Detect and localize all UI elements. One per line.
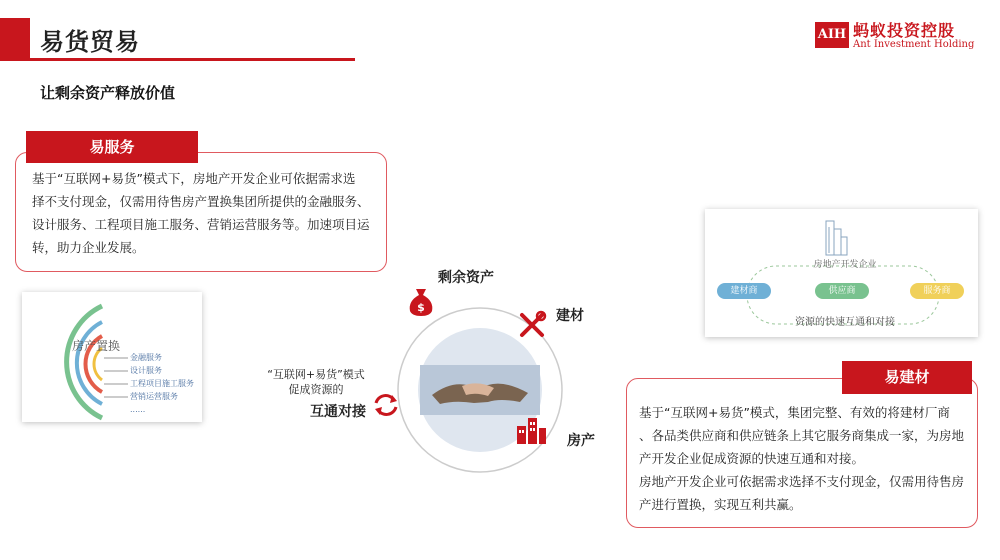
materials-label: 建材 [556, 308, 584, 324]
service-card [15, 152, 387, 272]
text-line: 基于“互联网+易货”模式，集团完整、有效的将建材厂商 [639, 405, 950, 420]
text-line: 、各品类供应商和供应链条上其它服务商集成一家，为房地 [639, 428, 965, 443]
text-line: 房地产开发企业可依据需求选择不支付现金，仅需用待售房 [639, 474, 965, 489]
company-logo-mark: AIH [815, 22, 849, 48]
materials-card-text [639, 401, 974, 516]
service-tag: 易服务 [26, 131, 198, 163]
materials-tag: 易建材 [842, 361, 972, 394]
text-line: 转，助力企业发展。 [32, 240, 145, 255]
tools-icon [517, 310, 547, 340]
list-item: 营销运营服务 [130, 392, 178, 401]
money-bag-icon [408, 287, 434, 317]
right-panel-bottom-label: 资源的快速互通和对接 [795, 317, 895, 328]
text-line: 产进行置换，实现互利共赢。 [639, 497, 802, 512]
list-item: 金融服务 [130, 353, 162, 362]
list-item: 设计服务 [130, 366, 162, 375]
node-building-materials: 建材商 [717, 283, 771, 299]
right-panel-top-label: 房地产开发企业 [813, 260, 877, 270]
mode-line-1: “互联网+易货”模式 [267, 368, 365, 381]
resource-network-image [705, 209, 978, 337]
list-item: 工程项目施工服务 [130, 379, 194, 388]
left-panel-list [130, 351, 194, 416]
text-line: 设计服务、工程项目施工服务、营销运营服务等。加速项目运 [32, 217, 370, 232]
company-name-en: Ant Investment Holding [853, 39, 975, 50]
text-line: 产开发企业促成资源的快速互通和对接。 [639, 451, 865, 466]
materials-card [626, 378, 978, 528]
list-item: ...... [130, 405, 146, 414]
text-line: 择不支付现金，仅需用待售房产置换集团所提供的金融服务、 [32, 194, 370, 209]
property-exchange-image [22, 292, 202, 422]
company-name-cn: 蚂蚁投资控股 [853, 21, 956, 40]
header-underline [0, 58, 355, 61]
svg-text:$: $ [417, 301, 425, 314]
page-title: 易货贸易 [40, 28, 140, 56]
mode-line-2: 促成资源的 [288, 383, 344, 396]
mode-description [258, 367, 374, 397]
left-panel-title: 房产置换 [72, 339, 121, 353]
service-card-text [32, 167, 382, 259]
text-line: 基于“互联网+易货”模式下，房地产开发企业可依据需求选 [32, 171, 356, 186]
property-label: 房产 [567, 433, 595, 449]
remaining-assets-label: 剩余资产 [438, 270, 494, 286]
header-accent-bar [0, 18, 30, 58]
buildings-icon [515, 414, 547, 444]
exchange-label: 互通对接 [310, 404, 366, 420]
center-circle-diagram [370, 270, 590, 490]
exchange-arrows-icon [372, 392, 400, 418]
section-subtitle: 让剩余资产释放价值 [40, 84, 176, 102]
node-suppliers: 供应商 [815, 283, 869, 299]
node-service-providers: 服务商 [910, 283, 964, 299]
